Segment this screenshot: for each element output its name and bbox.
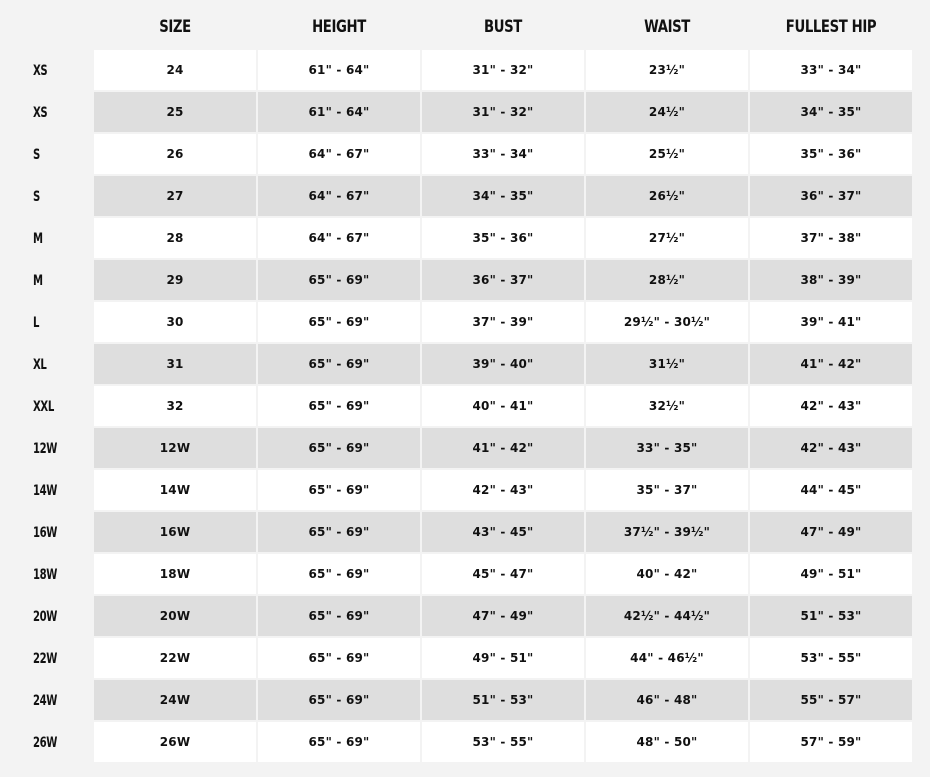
row-size-label: L: [33, 315, 40, 331]
cell-waist: 28½": [586, 260, 748, 300]
cell-fullest-hip: 47" - 49": [750, 512, 912, 552]
cell-fullest-hip: 34" - 35": [750, 92, 912, 132]
cell-fullest-hip: 44" - 45": [750, 470, 912, 510]
cell-size: 28: [94, 218, 256, 258]
cell-height: 65" - 69": [258, 302, 420, 342]
row-size-label: XXL: [33, 399, 54, 415]
cell-height: 61" - 64": [258, 92, 420, 132]
row-size-label: 14W: [33, 483, 58, 499]
cell-fullest-hip: 37" - 38": [750, 218, 912, 258]
table-row: [0, 554, 930, 596]
cell-height: 64" - 67": [258, 218, 420, 258]
cell-height: 65" - 69": [258, 554, 420, 594]
cell-size: 31: [94, 344, 256, 384]
cell-height: 64" - 67": [258, 134, 420, 174]
cell-waist: 32½": [586, 386, 748, 426]
table-row: [0, 638, 930, 680]
cell-size: 16W: [94, 512, 256, 552]
cell-bust: 39" - 40": [422, 344, 584, 384]
cell-fullest-hip: 39" - 41": [750, 302, 912, 342]
header-waist: WAIST: [644, 17, 690, 37]
cell-bust: 43" - 45": [422, 512, 584, 552]
row-size-label: S: [33, 147, 40, 163]
cell-fullest-hip: 55" - 57": [750, 680, 912, 720]
table-row: [0, 512, 930, 554]
table-header: [0, 0, 930, 50]
table-row: [0, 470, 930, 512]
cell-height: 65" - 69": [258, 680, 420, 720]
row-size-label: XL: [33, 357, 47, 373]
cell-fullest-hip: 38" - 39": [750, 260, 912, 300]
cell-waist: 35" - 37": [586, 470, 748, 510]
cell-size: 24: [94, 50, 256, 90]
cell-bust: 31" - 32": [422, 50, 584, 90]
cell-height: 65" - 69": [258, 260, 420, 300]
cell-waist: 40" - 42": [586, 554, 748, 594]
row-size-label: 22W: [33, 651, 58, 667]
row-size-label: M: [33, 231, 43, 247]
row-size-label: 12W: [33, 441, 58, 457]
cell-bust: 37" - 39": [422, 302, 584, 342]
table-row: [0, 344, 930, 386]
cell-size: 22W: [94, 638, 256, 678]
cell-size: 25: [94, 92, 256, 132]
cell-bust: 33" - 34": [422, 134, 584, 174]
cell-height: 65" - 69": [258, 596, 420, 636]
row-size-label: XS: [33, 63, 48, 79]
cell-bust: 36" - 37": [422, 260, 584, 300]
header-height: HEIGHT: [312, 17, 366, 37]
header-fullest-hip: FULLEST HIP: [785, 17, 877, 37]
row-size-label: XS: [33, 105, 48, 121]
table-row: [0, 134, 930, 176]
cell-fullest-hip: 49" - 51": [750, 554, 912, 594]
cell-fullest-hip: 33" - 34": [750, 50, 912, 90]
cell-waist: 46" - 48": [586, 680, 748, 720]
table-row: [0, 218, 930, 260]
cell-waist: 26½": [586, 176, 748, 216]
cell-height: 61" - 64": [258, 50, 420, 90]
row-size-label: 24W: [33, 693, 58, 709]
cell-size: 24W: [94, 680, 256, 720]
cell-size: 30: [94, 302, 256, 342]
cell-bust: 51" - 53": [422, 680, 584, 720]
cell-bust: 41" - 42": [422, 428, 584, 468]
cell-bust: 34" - 35": [422, 176, 584, 216]
table-row: [0, 386, 930, 428]
cell-size: 20W: [94, 596, 256, 636]
header-size: SIZE: [159, 17, 191, 37]
cell-fullest-hip: 42" - 43": [750, 386, 912, 426]
table-row: [0, 596, 930, 638]
cell-waist: 27½": [586, 218, 748, 258]
table-row: [0, 260, 930, 302]
cell-size: 12W: [94, 428, 256, 468]
cell-size: 14W: [94, 470, 256, 510]
cell-waist: 37½" - 39½": [586, 512, 748, 552]
cell-waist: 48" - 50": [586, 722, 748, 762]
table-row: [0, 722, 930, 764]
cell-size: 18W: [94, 554, 256, 594]
cell-waist: 23½": [586, 50, 748, 90]
cell-waist: 44" - 46½": [586, 638, 748, 678]
table-row: [0, 302, 930, 344]
cell-waist: 33" - 35": [586, 428, 748, 468]
cell-fullest-hip: 36" - 37": [750, 176, 912, 216]
cell-height: 64" - 67": [258, 176, 420, 216]
row-size-label: 16W: [33, 525, 58, 541]
cell-fullest-hip: 51" - 53": [750, 596, 912, 636]
table-row: [0, 92, 930, 134]
cell-bust: 40" - 41": [422, 386, 584, 426]
row-size-label: M: [33, 273, 43, 289]
cell-bust: 31" - 32": [422, 92, 584, 132]
cell-fullest-hip: 35" - 36": [750, 134, 912, 174]
cell-size: 32: [94, 386, 256, 426]
cell-waist: 24½": [586, 92, 748, 132]
cell-fullest-hip: 42" - 43": [750, 428, 912, 468]
cell-bust: 49" - 51": [422, 638, 584, 678]
table-row: [0, 680, 930, 722]
table-row: [0, 176, 930, 218]
cell-height: 65" - 69": [258, 722, 420, 762]
header-bust: BUST: [484, 17, 522, 37]
cell-waist: 31½": [586, 344, 748, 384]
row-size-label: 18W: [33, 567, 58, 583]
table-row: [0, 428, 930, 470]
cell-height: 65" - 69": [258, 512, 420, 552]
cell-bust: 53" - 55": [422, 722, 584, 762]
row-size-label: S: [33, 189, 40, 205]
cell-height: 65" - 69": [258, 386, 420, 426]
cell-bust: 47" - 49": [422, 596, 584, 636]
cell-height: 65" - 69": [258, 344, 420, 384]
cell-height: 65" - 69": [258, 470, 420, 510]
cell-waist: 29½" - 30½": [586, 302, 748, 342]
table-row: [0, 50, 930, 92]
cell-size: 26: [94, 134, 256, 174]
cell-height: 65" - 69": [258, 638, 420, 678]
row-size-label: 20W: [33, 609, 58, 625]
cell-fullest-hip: 41" - 42": [750, 344, 912, 384]
cell-size: 26W: [94, 722, 256, 762]
cell-waist: 25½": [586, 134, 748, 174]
cell-bust: 42" - 43": [422, 470, 584, 510]
row-size-label: 26W: [33, 735, 58, 751]
cell-fullest-hip: 53" - 55": [750, 638, 912, 678]
cell-height: 65" - 69": [258, 428, 420, 468]
cell-size: 29: [94, 260, 256, 300]
cell-bust: 35" - 36": [422, 218, 584, 258]
cell-waist: 42½" - 44½": [586, 596, 748, 636]
cell-bust: 45" - 47": [422, 554, 584, 594]
cell-size: 27: [94, 176, 256, 216]
cell-fullest-hip: 57" - 59": [750, 722, 912, 762]
